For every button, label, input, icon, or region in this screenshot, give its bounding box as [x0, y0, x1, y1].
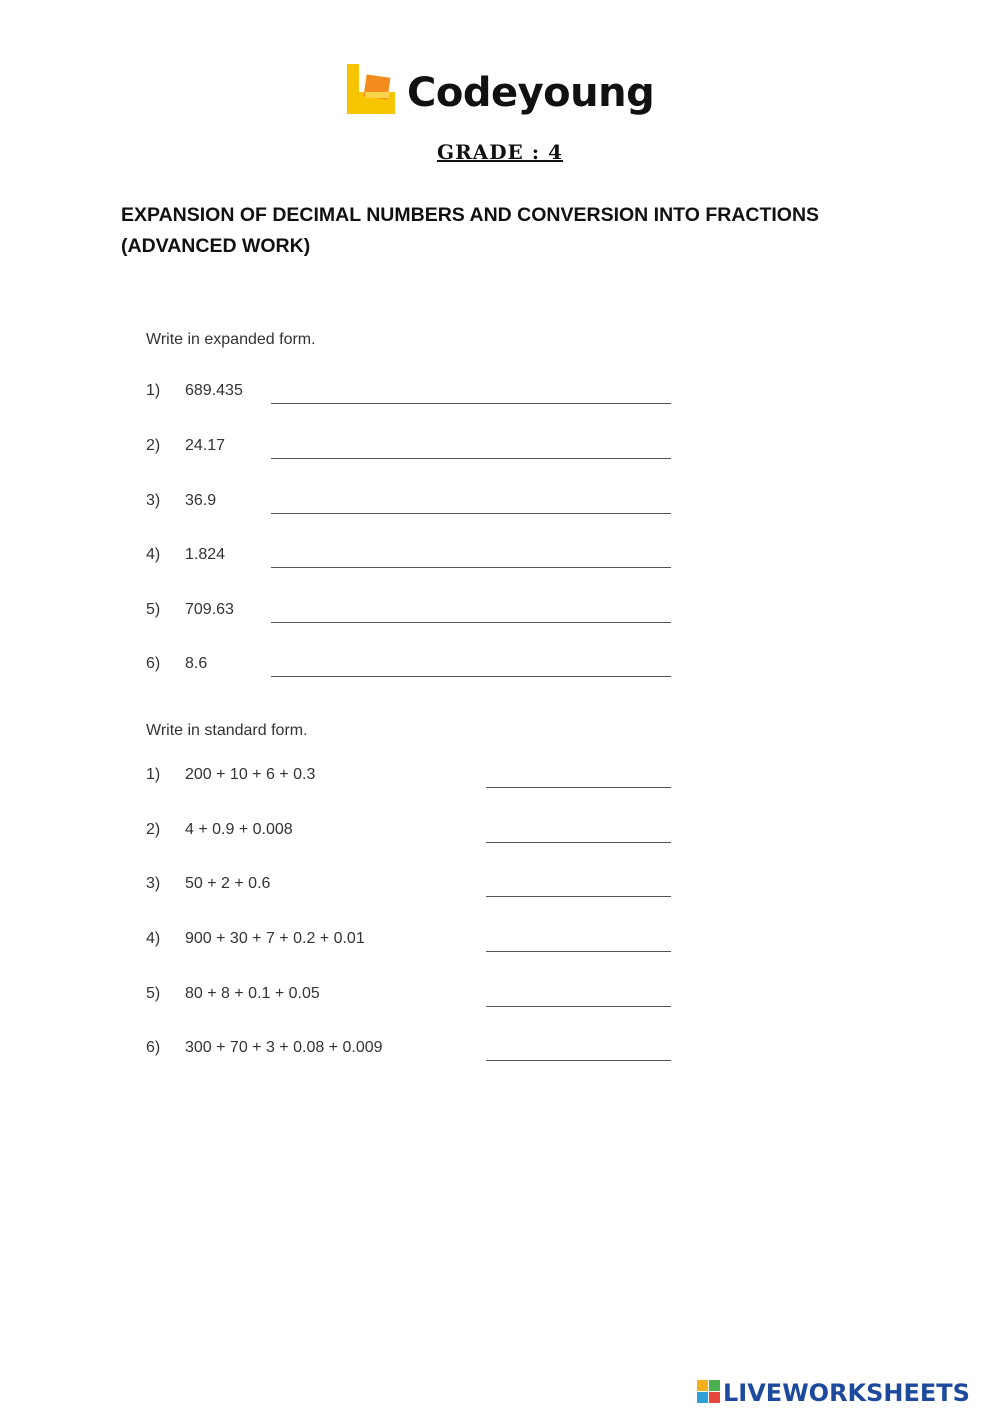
liveworksheets-icon	[697, 1380, 721, 1404]
item-expression: 200 + 10 + 6 + 0.3	[185, 766, 316, 783]
item-number: 3)	[146, 492, 161, 509]
expanded-item-5	[146, 601, 686, 625]
title-line-2: (ADVANCED WORK)	[121, 235, 311, 257]
standard-item-3	[146, 875, 686, 899]
item-expression: 900 + 30 + 7 + 0.2 + 0.01	[185, 930, 365, 947]
answer-line[interactable]	[486, 1006, 671, 1007]
standard-instruction: Write in standard form.	[146, 722, 308, 739]
item-number: 3)	[146, 875, 161, 892]
answer-line[interactable]	[486, 1060, 671, 1061]
title-line-1: EXPANSION OF DECIMAL NUMBERS AND CONVERSION INTO FRACTIONS	[121, 204, 820, 226]
item-value: 24.17	[185, 437, 226, 454]
item-number: 1)	[146, 766, 161, 783]
answer-line[interactable]	[486, 951, 671, 952]
item-expression: 50 + 2 + 0.6	[185, 875, 271, 892]
expanded-item-6	[146, 655, 686, 679]
answer-line[interactable]	[486, 842, 671, 843]
standard-item-6	[146, 1039, 686, 1063]
item-number: 5)	[146, 601, 161, 618]
expanded-item-4	[146, 546, 686, 570]
item-number: 6)	[146, 655, 161, 672]
codeyoung-logo	[345, 62, 665, 122]
item-number: 4)	[146, 930, 161, 947]
item-expression: 300 + 70 + 3 + 0.08 + 0.009	[185, 1039, 383, 1056]
expanded-item-3	[146, 492, 686, 516]
item-number: 4)	[146, 546, 161, 563]
item-number: 2)	[146, 821, 161, 838]
answer-line[interactable]	[271, 676, 671, 677]
answer-line[interactable]	[486, 787, 671, 788]
answer-line[interactable]	[271, 513, 671, 514]
liveworksheets-logo	[697, 1377, 997, 1409]
item-number: 2)	[146, 437, 161, 454]
standard-item-5	[146, 985, 686, 1009]
answer-line[interactable]	[271, 567, 671, 568]
expanded-instruction: Write in expanded form.	[146, 331, 316, 348]
standard-item-2	[146, 821, 686, 845]
standard-item-1	[146, 766, 686, 790]
item-value: 8.6	[185, 655, 208, 672]
item-number: 1)	[146, 382, 161, 399]
item-value: 36.9	[185, 492, 217, 509]
answer-line[interactable]	[271, 458, 671, 459]
expanded-item-1	[146, 382, 686, 406]
brand-name: Codeyoung	[407, 70, 655, 116]
answer-line[interactable]	[271, 403, 671, 404]
answer-line[interactable]	[271, 622, 671, 623]
item-value: 709.63	[185, 601, 234, 618]
item-value: 689.435	[185, 382, 243, 399]
worksheet-title	[121, 200, 881, 262]
liveworksheets-brand: LIVEWORKSHEETS	[723, 1379, 970, 1407]
standard-item-4	[146, 930, 686, 954]
answer-line[interactable]	[486, 896, 671, 897]
grade-heading: GRADE : 4	[436, 140, 564, 164]
item-value: 1.824	[185, 546, 226, 563]
codeyoung-logo-icon	[345, 62, 401, 118]
item-expression: 4 + 0.9 + 0.008	[185, 821, 293, 838]
expanded-item-2	[146, 437, 686, 461]
item-number: 5)	[146, 985, 161, 1002]
item-expression: 80 + 8 + 0.1 + 0.05	[185, 985, 320, 1002]
item-number: 6)	[146, 1039, 161, 1056]
